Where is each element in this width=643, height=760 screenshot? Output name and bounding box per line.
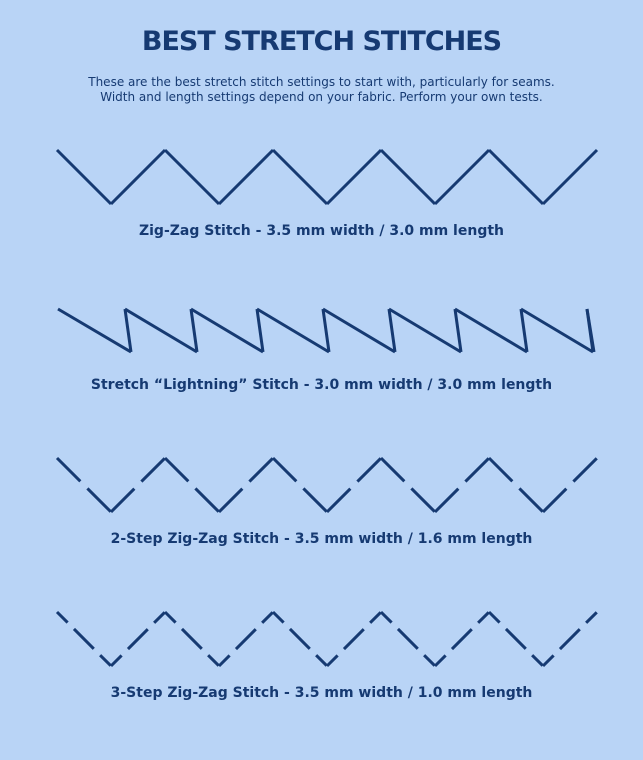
two-step-stitch-segment [489, 458, 543, 512]
two-step-stitch-segment [57, 458, 111, 512]
lightning-stitch-segment [257, 309, 329, 352]
zigzag-stitch-segment [543, 150, 597, 204]
lightning-stitch-segment [257, 309, 263, 352]
two-step-stitch-segment [165, 458, 219, 512]
lightning-stitch-segment [455, 309, 461, 352]
lightning-stitch-segment [191, 309, 197, 352]
zigzag-stitch-segment [165, 150, 219, 204]
two-step-stitch-segment [327, 458, 381, 512]
two-step-stitch-segment [111, 458, 165, 512]
two-step-stitch-segment [435, 458, 489, 512]
lightning-stitch-segment [125, 309, 131, 352]
three-step-stitch-segment [57, 612, 111, 666]
three-step-stitch-segment [219, 612, 273, 666]
lightning-stitch-segment [58, 309, 131, 352]
zigzag-caption: Zig-Zag Stitch - 3.5 mm width / 3.0 mm length [138, 223, 505, 239]
zigzag-stitch-segment [327, 150, 381, 204]
zigzag-stitch-segment [273, 150, 327, 204]
zigzag-stitch-segment [111, 150, 165, 204]
zigzag-stitch-segment [381, 150, 435, 204]
lightning-stitch-segment [191, 309, 263, 352]
zigzag-stitch-segment [219, 150, 273, 204]
two-step-stitch-segment [381, 458, 435, 512]
two-step-stitch-segment [273, 458, 327, 512]
two-step-caption: 2-Step Zig-Zag Stitch - 3.5 mm width / 1.6 mm length [110, 531, 533, 547]
three-step-stitch-segment [165, 612, 219, 666]
three-step-stitch-segment [111, 612, 165, 666]
zigzag-stitch-segment [57, 150, 111, 204]
three-step-stitch-segment [489, 612, 543, 666]
subtitle-line-1: These are the best stretch stitch settings to start with, particularly for seams. [88, 75, 555, 89]
lightning-stitch-segment [455, 309, 527, 352]
lightning-stitch-segment [389, 309, 461, 352]
three-step-stitch-segment [381, 612, 435, 666]
lightning-stitch-segment [587, 309, 594, 352]
two-step-stitch-segment [543, 458, 597, 512]
two-step-stitch-segment [219, 458, 273, 512]
three-step-stitch-segment [543, 612, 597, 666]
three-step-stitch-segment [435, 612, 489, 666]
three-step-stitch-segment [273, 612, 327, 666]
subtitle-line-2: Width and length settings depend on your fabric. Perform your own tests. [100, 90, 543, 104]
lightning-stitch-segment [323, 309, 395, 352]
lightning-stitch-segment [521, 309, 527, 352]
zigzag-stitch-segment [435, 150, 489, 204]
lightning-stitch-segment [521, 309, 593, 352]
zigzag-stitch-segment [489, 150, 543, 204]
page-title: BEST STRETCH STITCHES [141, 26, 502, 57]
three-step-caption: 3-Step Zig-Zag Stitch - 3.5 mm width / 1.0 mm length [110, 685, 533, 701]
lightning-stitch-segment [389, 309, 395, 352]
lightning-caption: Stretch “Lightning” Stitch - 3.0 mm width / 3.0 mm length [90, 377, 553, 393]
lightning-stitch-segment [125, 309, 197, 352]
three-step-stitch-segment [327, 612, 381, 666]
lightning-stitch-segment [323, 309, 329, 352]
